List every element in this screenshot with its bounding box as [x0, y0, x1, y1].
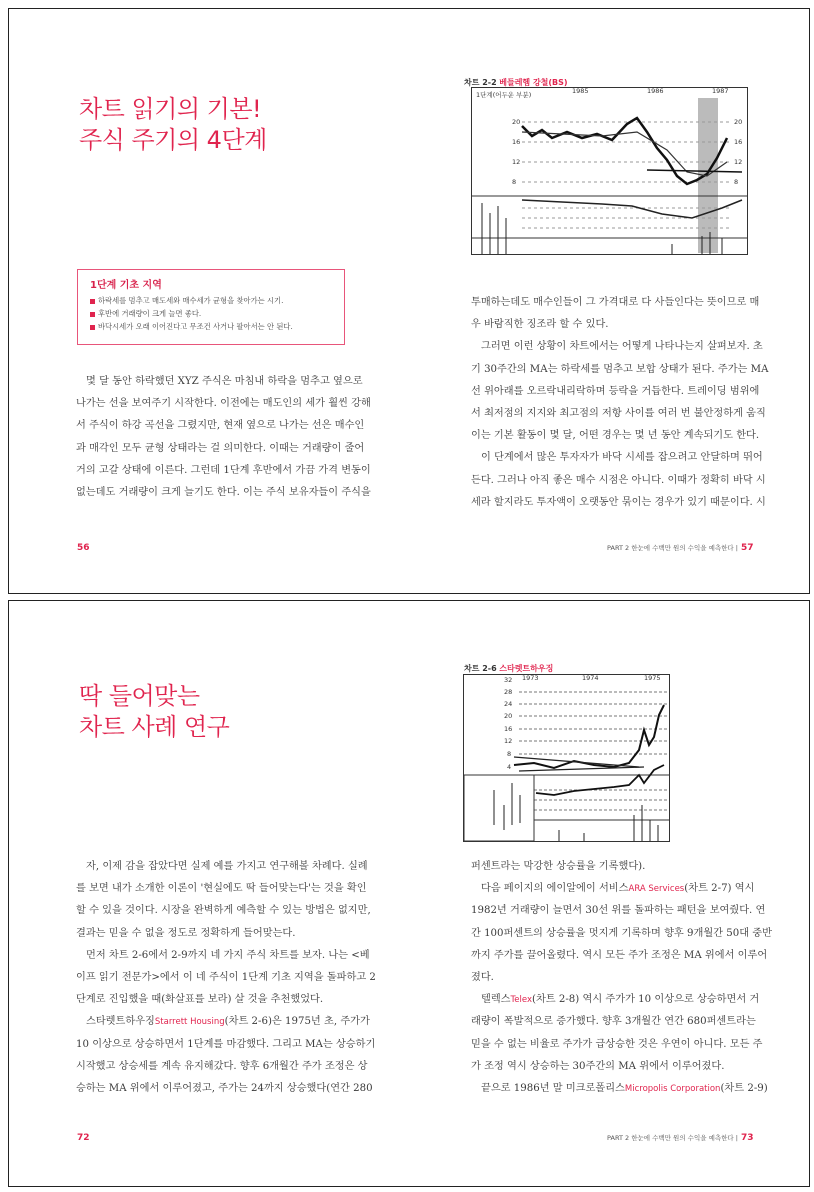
chart-name: 베들레헴 강철(BS)	[499, 78, 568, 87]
y-tick: 16	[512, 138, 521, 146]
text-line: 1982년 거래량이 늘면서 30선 위를 돌파하는 패턴을 보여줬다. 연	[471, 905, 766, 917]
y-tick: 20	[504, 712, 513, 720]
price-chart-starrett	[463, 674, 670, 842]
text-line: 결과는 믿을 수 없을 정도로 정확하게 들어맞는다.	[76, 927, 296, 939]
text-line: 과 매각인 모두 균형 상태라는 걸 의미한다. 이때는 거래량이 줄어	[76, 442, 365, 454]
y-tick: 32	[504, 676, 513, 684]
y-tick-right: 8	[734, 178, 739, 186]
body-text-left	[76, 371, 371, 504]
y-tick: 12	[512, 158, 521, 166]
text-line: 선 위아래를 오르락내리락하며 등락을 거듭한다. 트레이딩 범위에	[471, 385, 760, 397]
chart-drawing	[464, 675, 669, 841]
y-tick: 28	[504, 688, 513, 696]
text-line: 몇 달 동안 하락했던 XYZ 주식은 마침내 하락을 멈추고 옆으로	[86, 376, 363, 387]
chart-subtitle: 1단계(어두운 부분)	[476, 91, 532, 99]
volume-bars	[559, 805, 658, 841]
title-line: 주식 주기의 4단계	[79, 126, 267, 154]
text-line: 기 30주간의 MA는 하락세를 멈추고 보합 상태가 된다. 주가는 MA	[471, 363, 769, 375]
text-line: 할 수 있을 것이다. 시장을 완벽하게 예측할 수 있는 방법은 없지만,	[76, 905, 371, 917]
text-line: 없는데도 거래량이 크게 늘기도 한다. 이는 주식 보유자들이 주식을	[76, 486, 371, 498]
text-line: 래량이 폭발적으로 증가했다. 향후 3개월간 연간 680퍼센트라는	[471, 1016, 756, 1028]
box-item: 바닥시세가 오래 이어진다고 무조건 사거나 팔아서는 안 된다.	[90, 320, 332, 333]
page-number: 73	[740, 1133, 754, 1143]
text-line: 투매하는데도 매수인들이 그 가격대로 다 사들인다는 뜻이므로 매	[471, 297, 760, 308]
text-line: 단계로 진입했을 때(화살표를 보라) 살 것을 추천했었다.	[76, 994, 324, 1006]
text-line: 거의 고갈 상태에 이른다. 그런데 1단계 후반에서 가끔 가격 변동이	[76, 464, 371, 476]
body-text-left	[76, 856, 376, 1100]
text-line: 서 주식이 하강 곡선을 그렸지만, 현재 옆으로 나가는 선은 매수인	[76, 420, 365, 432]
text-line: 를 보면 내가 소개한 이론이 '현실에도 딱 들어맞는다'는 것을 확인	[76, 883, 367, 895]
text-line: 이프 읽기 전문가>에서 이 네 주식이 1단계 기초 지역을 돌파하고 2	[76, 971, 376, 983]
y-tick: 16	[504, 725, 513, 733]
page-spread-72-73	[8, 600, 810, 1187]
chart-drawing	[472, 88, 747, 254]
company-korean: 텔렉스	[481, 994, 511, 1006]
footer-text: PART 2 한눈에 수백만 원의 수익을 예측한다 |	[607, 544, 738, 552]
text-line: 서 최저점의 지지와 최고점의 저항 사이를 여러 번 불안정하게 움직	[471, 407, 766, 419]
text-line: 시작했고 상승세를 계속 유지해갔다. 향후 6개월간 주가 조정은 상	[76, 1060, 368, 1072]
chart-name: 스타렛트하우징	[499, 664, 554, 673]
company-english: Micropolis Corporation	[624, 1083, 721, 1094]
y-tick: 20	[512, 118, 521, 126]
text-line: 승하는 MA 위에서 이루어졌고, 주가는 24까지 상승했다(연간 280	[76, 1082, 373, 1094]
y-tick-right: 20	[734, 118, 743, 126]
company-korean: 스타렛트하우징	[86, 1016, 155, 1028]
box-heading: 1단계 기초 지역	[90, 280, 162, 291]
box-item: 하락세를 멈추고 매도세와 매수세가 균형을 찾아가는 시기.	[90, 294, 332, 307]
chart-label: 차트 2-2	[464, 78, 497, 87]
text-line	[471, 878, 753, 900]
text-line: 세라 할지라도 투자액이 오랫동안 묶이는 경우가 있기 때문이다. 시	[471, 496, 766, 508]
y-tick-right: 16	[734, 138, 743, 146]
page-number: 72	[77, 1133, 90, 1143]
stage1-summary-box	[77, 269, 345, 345]
footer-text: PART 2 한눈에 수백만 원의 수익을 예측한다 |	[607, 1134, 738, 1142]
y-tick-right: 12	[734, 158, 743, 166]
chapter-title	[79, 681, 229, 743]
running-footer	[607, 543, 753, 553]
y-tick: 4	[507, 763, 512, 771]
chapter-title	[79, 94, 267, 156]
text-span: (차트 2-9)	[720, 1082, 768, 1094]
text-line: 그러면 이런 상황이 차트에서는 어떻게 나타나는지 살펴보자. 초	[481, 341, 763, 353]
y-tick: 8	[512, 178, 517, 186]
text-line: 믿을 수 없는 비율로 주가가 급상승한 것은 우연이 아니다. 모든 주	[471, 1038, 763, 1050]
gridlines	[519, 692, 669, 810]
year-label: 1974	[582, 674, 599, 682]
year-label: 1973	[522, 674, 539, 682]
page-number: 57	[740, 543, 754, 553]
text-line	[471, 989, 760, 1011]
text-line: 먼저 차트 2-6에서 2-9까지 네 가지 주식 차트를 보자. 나는 <베	[86, 949, 370, 961]
company-english: Starrett Housing	[154, 1017, 225, 1028]
company-english: ARA Services	[628, 884, 685, 895]
chart-caption	[464, 663, 553, 674]
running-footer	[607, 1133, 753, 1143]
text-line: 든다. 그러나 아직 좋은 매수 시점은 아니다. 이때가 정확히 바닥 시	[471, 474, 766, 486]
text-line: 까지 주가를 끌어올렸다. 역시 모든 주가 조정은 MA 위에서 이루어	[471, 949, 768, 961]
text-line	[471, 1078, 768, 1100]
text-line: 가 조정 역시 상승하는 30주간의 MA 위에서 이루어졌다.	[471, 1060, 725, 1072]
company-english: Telex	[510, 995, 532, 1006]
year-label: 1985	[572, 87, 589, 95]
y-tick: 8	[507, 750, 512, 758]
text-line: 이 단계에서 많은 투자자가 바닥 시세를 잡으려고 안달하며 뛰어	[481, 452, 763, 464]
text-line: 나가는 선을 보여주기 시작한다. 이전에는 매도인의 세가 훨씬 강해	[76, 398, 371, 410]
text-line	[76, 1011, 370, 1033]
text-line: 졌다.	[471, 971, 494, 983]
text-line: 자, 이제 감을 잡았다면 실제 예를 가지고 연구해볼 차례다. 실례	[86, 861, 368, 872]
box-item: 후반에 거래량이 크게 늘면 좋다.	[90, 307, 332, 320]
text-line: 우 바람직한 징조라 할 수 있다.	[471, 319, 609, 331]
y-tick: 24	[504, 700, 513, 708]
page-spread-56-57	[8, 8, 810, 594]
price-chart-bs	[471, 87, 748, 255]
body-text-right	[471, 856, 772, 1100]
text-line: 간 100퍼센트의 상승률을 멋지게 기록하며 향후 9개월간 50대 중반	[471, 927, 772, 939]
title-line: 딱 들어맞는	[79, 682, 200, 710]
year-label: 1987	[712, 87, 729, 95]
y-tick: 12	[504, 737, 513, 745]
text-span: (차트 2-8) 역시 주가가 10 이상으로 상승하면서 거	[531, 994, 760, 1006]
text-span: (차트 2-7) 역시	[684, 883, 755, 895]
page-number: 56	[77, 543, 90, 553]
text-line: 퍼센트라는 막강한 상승률을 기록했다).	[471, 861, 646, 872]
body-text-right	[471, 292, 769, 514]
title-line: 차트 읽기의 기본!	[79, 95, 262, 123]
chart-label: 차트 2-6	[464, 664, 497, 673]
year-label: 1975	[644, 674, 661, 682]
company-korean: 끝으로 1986년 말 미크로폴리스	[481, 1082, 625, 1094]
inset-chart	[464, 775, 534, 841]
text-span: (차트 2-6)은 1975년 초, 주가가	[224, 1016, 370, 1028]
title-line: 차트 사례 연구	[79, 713, 230, 741]
year-label: 1986	[647, 87, 664, 95]
text-line: 10 이상으로 상승하면서 1단계를 마감했다. 그리고 MA는 상승하기	[76, 1038, 376, 1050]
company-korean: 다음 페이지의 에이알에이 서비스	[481, 883, 629, 895]
text-line: 이는 기본 활동이 몇 달, 어떤 경우는 몇 년 동안 계속되기도 한다.	[471, 430, 760, 442]
